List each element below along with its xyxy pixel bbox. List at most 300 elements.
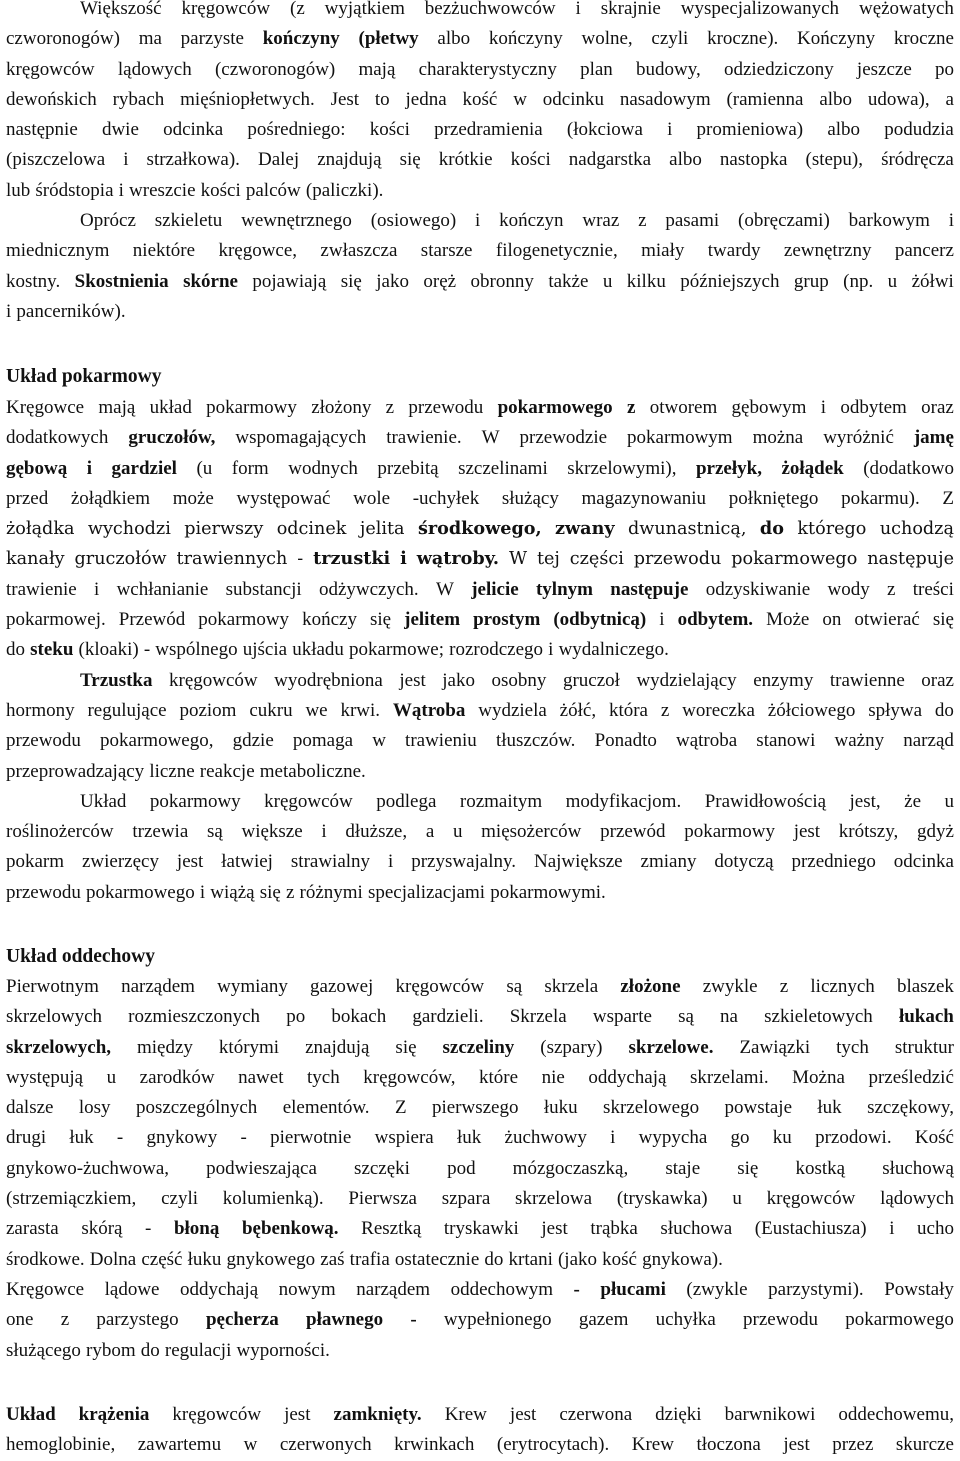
word: wypycha (638, 1127, 708, 1149)
text-line (6, 635, 954, 665)
text-line (6, 757, 954, 787)
word: nastopka (719, 149, 788, 171)
word: łuku (543, 1097, 578, 1119)
word: pojawiają (252, 270, 327, 292)
text-line (6, 847, 954, 877)
word: są (206, 821, 223, 843)
word: gnykowy (146, 1127, 218, 1149)
word: są (506, 976, 523, 997)
word: trafia (349, 1248, 390, 1270)
text-line (6, 696, 954, 726)
word: tylnym (535, 578, 593, 600)
word: dzięki (655, 1404, 702, 1425)
word: skrzelowymi), (567, 457, 677, 479)
word: kręgowców (395, 976, 485, 997)
word: zwykle (702, 976, 758, 997)
word: u (887, 270, 898, 292)
word: czyli (161, 1188, 199, 1210)
word: dłuższe, (345, 821, 408, 843)
text-line (6, 24, 954, 54)
text-line (6, 575, 954, 605)
word: W (508, 549, 528, 570)
word: tłuszczów. (495, 730, 576, 752)
word: zwłaszcza (320, 240, 398, 262)
text-line (6, 393, 954, 423)
word: jest (284, 1404, 311, 1425)
word: liczne (149, 760, 195, 782)
word: gdzie (232, 730, 274, 752)
word: przedniego (791, 851, 876, 873)
word: kości (200, 179, 241, 201)
word: zamknięty. (333, 1404, 422, 1425)
word: trawieniu (405, 730, 477, 752)
word: skrzelowa (515, 1188, 593, 1210)
word: kończyny (262, 28, 340, 50)
word: steku (30, 639, 74, 661)
paragraph-uklad-krazenia (6, 1400, 954, 1461)
text-line (6, 514, 954, 544)
word: Skrzela (509, 1006, 567, 1028)
word: żołądkiem (70, 487, 151, 509)
word: Prawidłowością (704, 790, 827, 812)
word: filogenetycznie, (495, 240, 618, 262)
word: pęcherza (205, 1309, 279, 1331)
word: specjalizacjami (367, 881, 486, 903)
word: ostatecznie (394, 1248, 480, 1270)
word: Krew (631, 1434, 674, 1456)
word: licznych (810, 976, 875, 997)
word: (ramienna (726, 88, 804, 110)
text-line (6, 236, 954, 266)
word: gardzieli. (412, 1006, 484, 1028)
word: - (240, 1127, 247, 1149)
text-line (6, 817, 954, 847)
word: przed (6, 487, 49, 509)
word: gębową (6, 457, 68, 479)
word: żółć, (559, 699, 597, 721)
word: dwunastnicą, (628, 519, 747, 540)
word: nasadowym (619, 88, 711, 110)
word: ma (138, 28, 162, 50)
word: którego (797, 519, 867, 540)
word: czerwonych (279, 1434, 372, 1456)
word: (erytrocytach). (496, 1434, 610, 1456)
word: nie (541, 1066, 565, 1088)
word: do (140, 1339, 160, 1361)
word: gębowym (731, 397, 807, 418)
word: skrzelowych, (6, 1036, 112, 1058)
word: i (321, 821, 327, 843)
word: i (667, 119, 673, 141)
word: treści (912, 578, 954, 600)
word: przewodu (6, 881, 81, 903)
text-line (6, 1184, 954, 1214)
word: i (118, 179, 124, 201)
word: parzyste (180, 28, 244, 50)
word: starsze (420, 240, 473, 262)
word: Można (792, 1066, 845, 1088)
word: wspólnego (155, 639, 238, 661)
word: (tryskawka) (616, 1188, 708, 1210)
word: plan (580, 58, 613, 80)
word: zawartemu (137, 1434, 222, 1456)
word: strzałkowa). (146, 149, 240, 171)
word: (piszczelowa (6, 149, 106, 171)
word: przewodu (633, 549, 722, 570)
word: którymi (218, 1036, 280, 1058)
text-line (6, 176, 954, 206)
text-line (6, 1430, 954, 1460)
word: wodnych (288, 457, 358, 479)
text-line (6, 1123, 954, 1153)
word: gnykowo-żuchwowa, (6, 1157, 170, 1179)
word: lądowe (104, 1278, 160, 1300)
word: z (626, 397, 636, 418)
word: przeprowadzający (6, 760, 145, 782)
word: parzystego (96, 1309, 179, 1331)
word: odbytem. (677, 609, 754, 631)
word: wody (827, 578, 870, 600)
word: drugi (6, 1127, 47, 1149)
word: kostny. (6, 270, 61, 292)
word: wolne, (581, 28, 633, 50)
word: gdyż (916, 821, 954, 843)
word: u (944, 790, 954, 812)
text-line (6, 1214, 954, 1244)
word: kończy (302, 609, 357, 631)
word: do (934, 699, 954, 721)
word: pokarmowej. (6, 609, 106, 631)
word: narządem (121, 976, 195, 997)
word: bezżuchwowców (424, 0, 556, 19)
word: odbytem (840, 397, 907, 418)
word: nawet (238, 1066, 284, 1088)
word: blaszek (896, 976, 954, 997)
word: (osiowego) (370, 210, 457, 232)
word: (szpary) (540, 1036, 603, 1058)
word: połkniętego (728, 487, 819, 509)
word: hormony (6, 699, 75, 721)
word: szczelinami (458, 457, 548, 479)
text-line (6, 1400, 954, 1430)
word: (kloaki) (78, 639, 139, 661)
word: - (573, 1278, 580, 1300)
word: losy (78, 1097, 111, 1119)
word: budowy, (636, 58, 701, 80)
word: części (569, 549, 624, 570)
word: skrzela (544, 976, 599, 997)
word: po (286, 1006, 306, 1028)
word: Z (942, 487, 954, 509)
word: po (934, 58, 954, 80)
word: trawienie. (386, 427, 462, 449)
word: łukach (898, 1006, 954, 1028)
word: przewodu (743, 1309, 818, 1331)
word: rozmaitym (459, 790, 543, 812)
word: kręgowców (172, 1404, 262, 1425)
word: słuchową (882, 1157, 954, 1179)
word: szkieletowych (764, 1006, 873, 1028)
word: Dolna (89, 1248, 137, 1270)
word: kręgowców (766, 1188, 856, 1210)
word: słuchowa (660, 1218, 733, 1240)
word: skrzelowe. (628, 1036, 714, 1058)
word: nadgarstka (568, 149, 652, 171)
word: i (199, 881, 206, 903)
word: cukru (249, 699, 293, 721)
word: wyodrębniona (274, 669, 383, 691)
word: Zawiązki (739, 1036, 811, 1058)
word: palców (245, 179, 301, 201)
word: jako (442, 669, 475, 691)
word: wydzielający (636, 669, 737, 691)
word: (np. (843, 270, 874, 292)
word: jako (376, 270, 409, 292)
word: albo (819, 88, 853, 110)
word: (dodatkowo (863, 457, 954, 479)
word: Kręgowce (6, 1278, 85, 1300)
word: błoną (173, 1218, 220, 1240)
word: podwieszająca (206, 1157, 317, 1179)
word: z (638, 210, 647, 232)
word: nowym (278, 1278, 336, 1300)
word: lądowych (117, 58, 192, 80)
word: w (372, 730, 386, 752)
word: kroczne). (707, 28, 779, 50)
word: u (452, 821, 463, 843)
word: oddechowemu, (838, 1404, 954, 1425)
word: złożone (620, 976, 681, 997)
text-line (6, 1245, 954, 1275)
word: czyli (651, 28, 689, 50)
word: zwierzęcy (81, 851, 159, 873)
word: Kończyny (797, 28, 876, 50)
word: narząd (903, 730, 954, 752)
word: wydalniczego. (558, 639, 669, 661)
word: można (752, 427, 804, 449)
word: Największe (533, 851, 623, 873)
word: mają (358, 58, 396, 80)
word: roślinożerców (6, 821, 114, 843)
word: miały (641, 240, 685, 262)
word: oddychają (588, 1066, 667, 1088)
word: na (720, 1006, 738, 1028)
word: tryskawki (443, 1218, 519, 1240)
word: pokarmowy (206, 397, 297, 418)
word: wraz (582, 210, 620, 232)
word: oręż (423, 270, 457, 292)
word: trzustki (313, 548, 391, 570)
paragraph-konczyny (6, 0, 954, 327)
word: się (340, 270, 362, 292)
word: może (172, 487, 214, 509)
word: oraz (921, 397, 954, 418)
word: gazem (578, 1309, 629, 1331)
text-line (6, 1154, 954, 1184)
word: z (60, 1309, 70, 1331)
word: śródręcza (881, 149, 954, 171)
word: Krew (444, 1404, 487, 1425)
word: Resztką (361, 1218, 422, 1240)
word: promieniowa) (696, 119, 804, 141)
word: mięsożerców (481, 821, 582, 843)
word: mięśniopłetwych. (180, 88, 315, 110)
word: i (400, 548, 407, 570)
word: zwany (555, 518, 615, 540)
word: skurcze (895, 1434, 954, 1456)
word: wątroba (675, 730, 738, 752)
word: odcinku (542, 88, 604, 110)
word: on (822, 609, 842, 631)
word: między (137, 1036, 193, 1058)
word: pokarmowego (731, 549, 858, 570)
word: pławnego (306, 1309, 384, 1331)
word: wydziela (478, 699, 547, 721)
word: oddychają (180, 1278, 259, 1300)
word: pokarmowego (497, 397, 613, 418)
word: do (484, 1248, 504, 1270)
word: i (6, 300, 12, 322)
word: podudzia (884, 119, 954, 141)
word: pokarmowy (684, 821, 775, 843)
word: pokarmowy (149, 790, 241, 812)
word: prostym (473, 609, 541, 631)
word: się (399, 149, 421, 171)
word: krwinkach (394, 1434, 475, 1456)
word: wole (353, 487, 391, 509)
word: pierwszy (184, 519, 264, 540)
word: regulacji (164, 1339, 232, 1361)
word: uchodzą (879, 519, 954, 540)
word: następuje (867, 549, 954, 570)
text-line (6, 972, 954, 1002)
word: gnykowego (226, 1248, 316, 1270)
word: Układ (80, 790, 127, 812)
word: W (435, 578, 454, 600)
word: jest (176, 851, 204, 873)
word: łuk (69, 1127, 94, 1149)
word: kości (369, 119, 410, 141)
word: (u (196, 457, 213, 479)
word: narządem (356, 1278, 431, 1300)
word: gruczołów (74, 549, 167, 570)
word: i (548, 639, 554, 661)
word: krtani (508, 1248, 553, 1270)
word: jest (399, 669, 426, 691)
word: substancji (225, 578, 302, 600)
word: metaboliczne. (259, 760, 366, 782)
word: stanowi (756, 730, 816, 752)
word: staje (665, 1157, 701, 1179)
heading-uklad-pokarmowy: Układ pokarmowy (6, 366, 162, 387)
word: charakterystyczny (418, 58, 557, 80)
text-line (6, 787, 954, 817)
word: mają (98, 397, 136, 418)
word: żuchwowy (504, 1127, 587, 1149)
word: służący (501, 487, 559, 509)
word: regulujące (87, 699, 167, 721)
word: udowa), (867, 88, 930, 110)
word: ku (772, 1127, 792, 1149)
word: rybom (86, 1339, 136, 1361)
word: barkowym (848, 210, 930, 232)
text-line (6, 1275, 954, 1305)
text-line (6, 267, 954, 297)
word: Powstały (884, 1278, 954, 1300)
word: złożony (311, 397, 372, 418)
word: jelitem (404, 609, 461, 631)
word: dewońskich (6, 88, 97, 110)
word: jest (793, 821, 821, 843)
word: otwierać (854, 609, 920, 631)
word: mózgoczaszką, (512, 1157, 629, 1179)
word: u (106, 1066, 117, 1088)
word: że (904, 790, 922, 812)
word: wątroby. (416, 548, 500, 570)
word: wyporności. (236, 1339, 330, 1361)
word: jest (541, 1218, 568, 1240)
text-line (6, 1093, 954, 1123)
word: żołądek (781, 457, 844, 479)
word: ujścia (242, 639, 288, 661)
text-line (6, 1002, 954, 1032)
word: pancerz (894, 240, 954, 262)
word: łuk (457, 1127, 482, 1149)
word: łatwiej (221, 851, 273, 873)
word: kręgowców (169, 669, 258, 691)
text-line (6, 1033, 954, 1063)
word: występują (6, 1066, 84, 1088)
word: tych (836, 1036, 869, 1058)
text-line (6, 878, 954, 908)
word: dodatkowych (6, 427, 109, 449)
word: wyjątkiem (324, 0, 405, 19)
word: Pierwotnym (6, 976, 99, 997)
word: kroczne (893, 28, 954, 50)
word: zaś (320, 1248, 345, 1270)
word: ważny (834, 730, 885, 752)
word: wężowatych (858, 0, 954, 19)
word: kręgowców (264, 790, 353, 812)
word: krążenia (78, 1404, 150, 1425)
word: (stepu), (805, 149, 864, 171)
word: większe (241, 821, 303, 843)
word: w (243, 1434, 258, 1456)
text-line (6, 484, 954, 514)
word: kości (510, 149, 551, 171)
word: skrzelowego (603, 1097, 700, 1119)
word: osobny (491, 669, 547, 691)
word: przyswajalny. (411, 851, 517, 873)
word: parzystymi). (768, 1278, 864, 1300)
word: z (887, 578, 896, 600)
text-line (6, 55, 954, 85)
word: Może (766, 609, 810, 631)
word: - (297, 549, 304, 570)
word: układu (292, 639, 344, 661)
word: a (425, 821, 435, 843)
word: z (385, 397, 395, 418)
word: się (932, 609, 954, 631)
word: (zwykle (686, 1278, 748, 1300)
word: barwnikowi (724, 1404, 816, 1425)
word: szkieletu (154, 210, 223, 232)
word: oraz (921, 669, 954, 691)
word: gnykowa). (642, 1248, 723, 1270)
text-line (6, 423, 954, 453)
word: poszczególnych (135, 1097, 258, 1119)
word: lub (6, 179, 31, 201)
